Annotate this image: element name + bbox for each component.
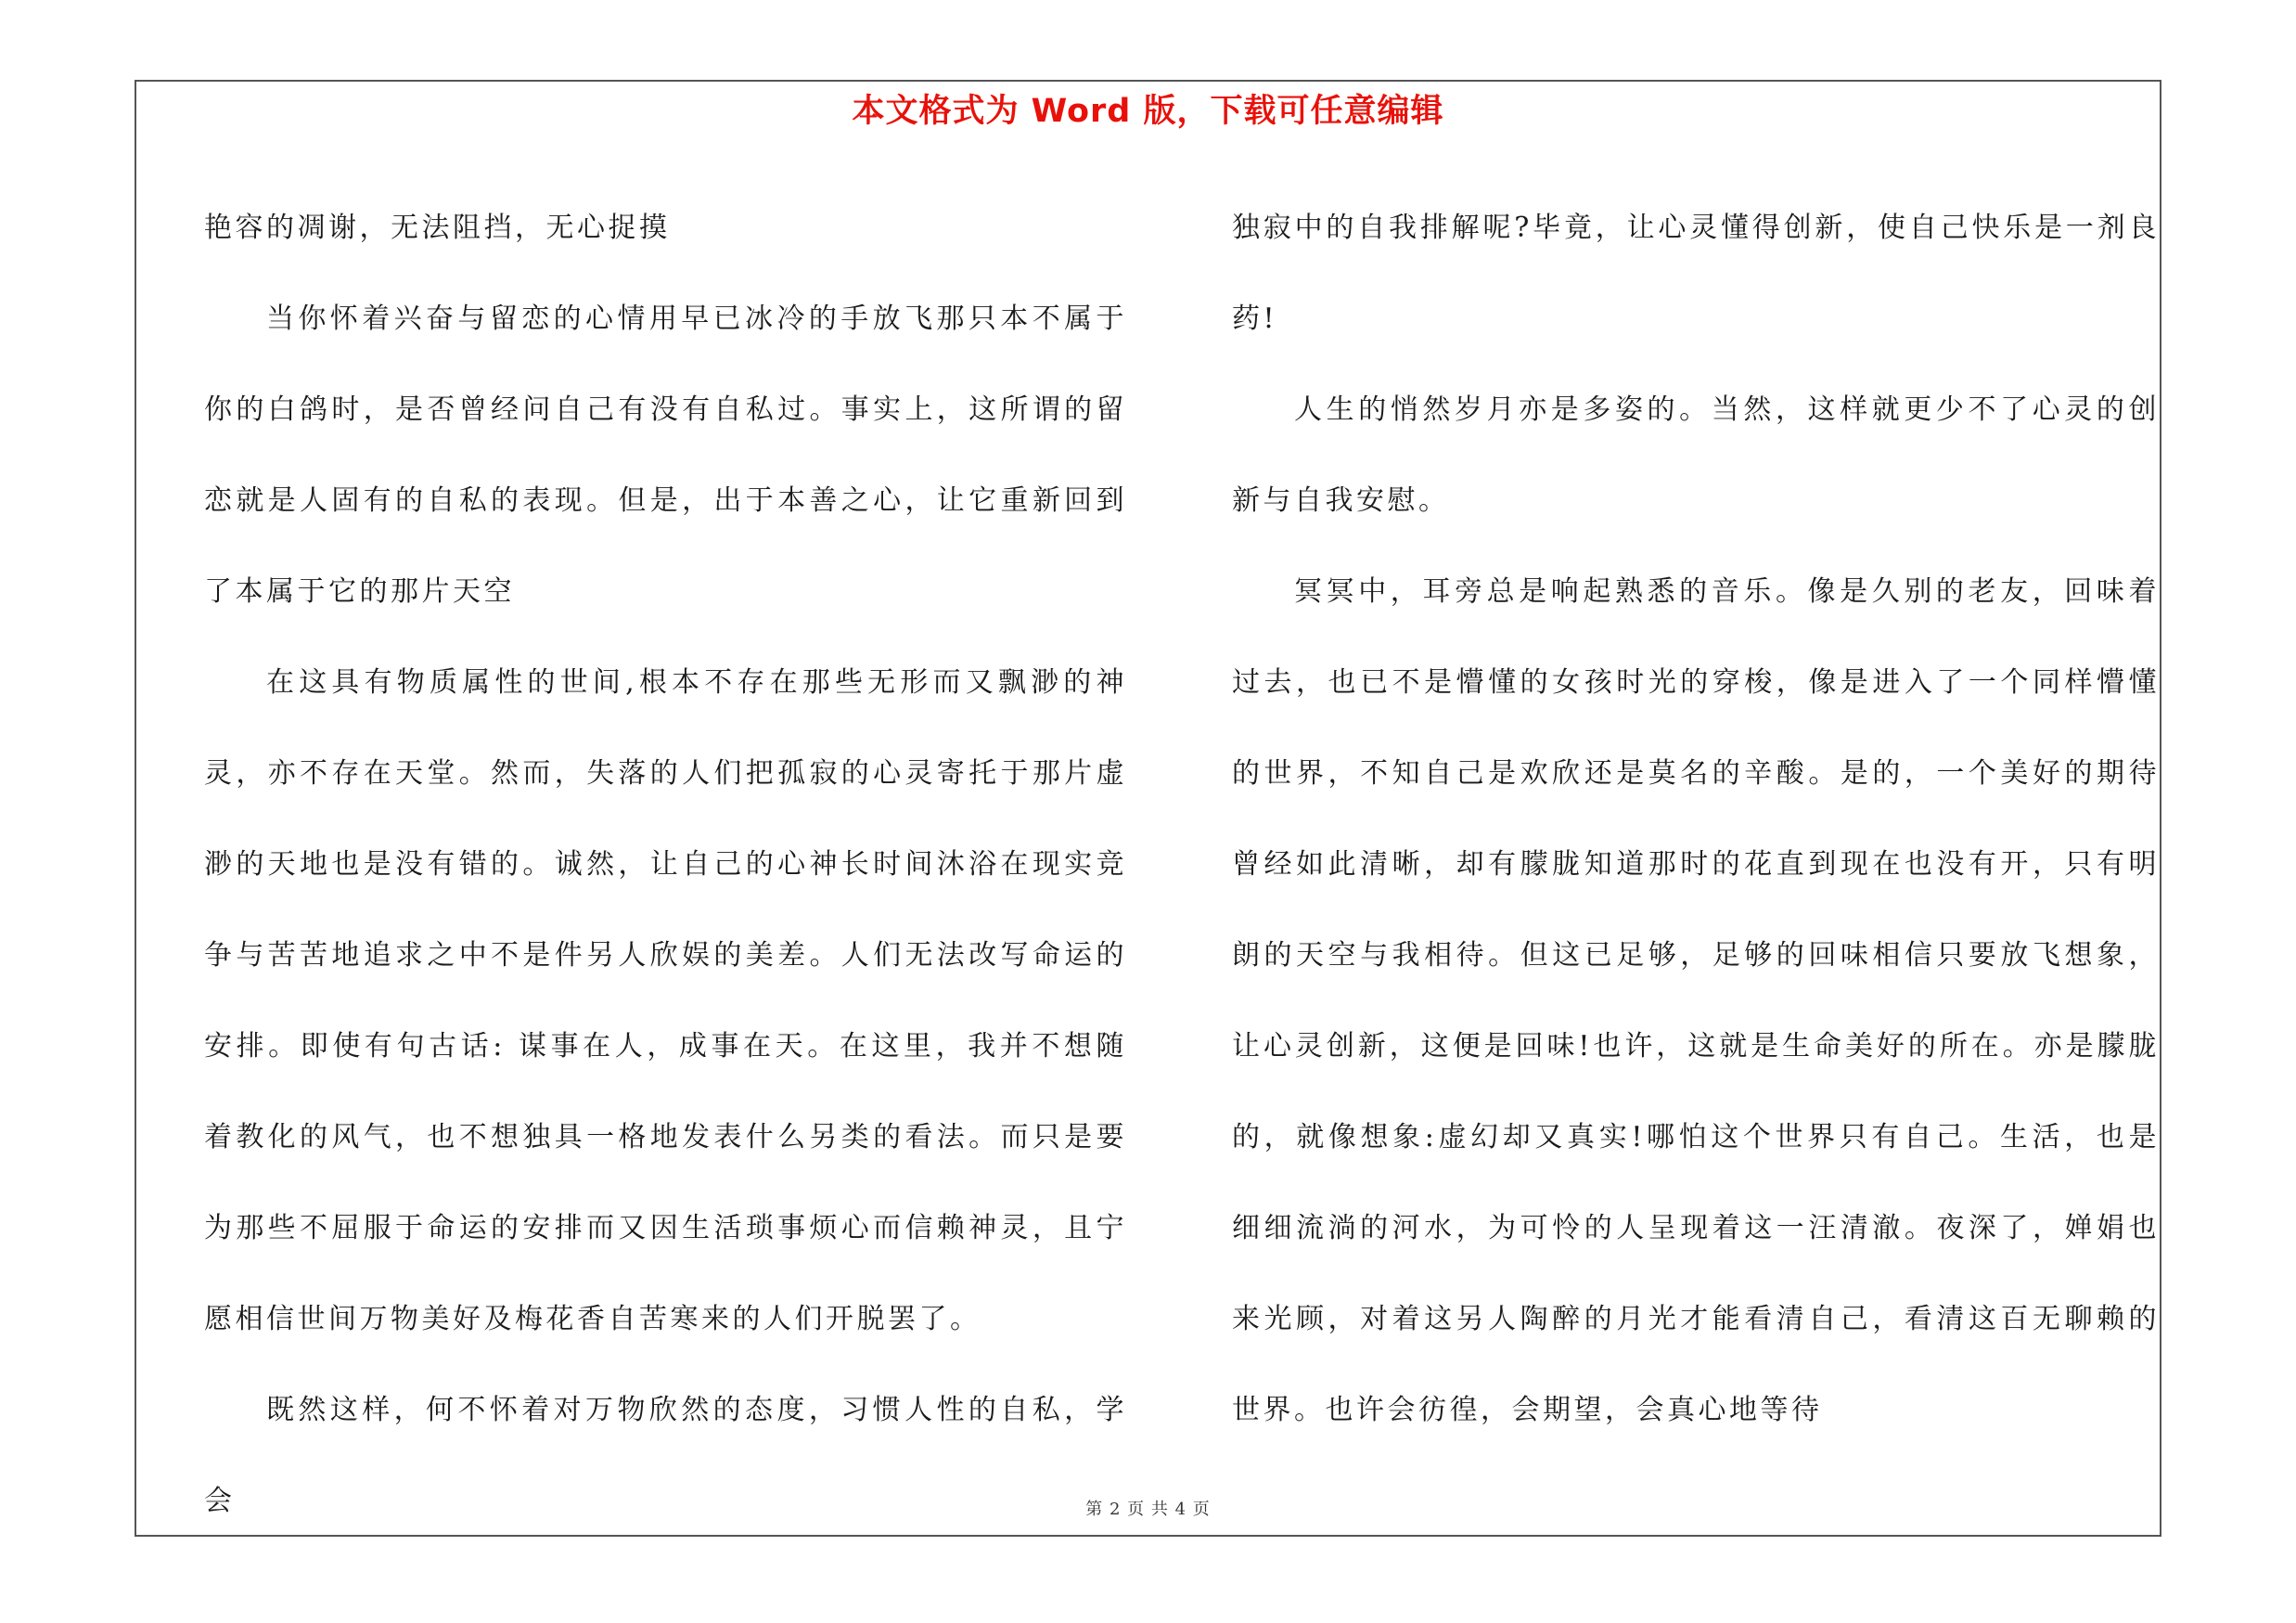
- paragraph: 冥冥中，耳旁总是响起熟悉的音乐。像是久别的老友，回味着过去，也已不是懵懂的女孩时光的穿梭，像是进入了一个同样懵懂的世界，不知自己是欢欣还是莫名的辛酸。是的，一个美好的期待曾经如此清晰，却有朦胧知道那时的花直到现在也没有开，只有明朗的天空与我相待。但这已足够，足够的回味相信只要放飞想象，让心灵创新，这便是回味!也许，这就是生命美好的所在。亦是朦胧的，就像想象:虚幻却又真实!哪怕这个世界只有自己。生活，也是细细流淌的河水，为可怜的人呈现着这一汪清澈。夜深了，婵娟也来光顾，对着这另人陶醉的月光才能看清自己，看清这百无聊赖的世界。也许会彷徨，会期望，会真心地等待: [1232, 575, 2160, 1426]
- paragraph: 人生的悄然岁月亦是多姿的。当然，这样就更少不了心灵的创新与自我安慰。: [1232, 393, 2160, 517]
- word-format-banner: 本文格式为 Word 版，下载可任意编辑: [852, 93, 1444, 130]
- paragraph: 艳容的凋谢，无法阻挡，无心捉摸: [204, 212, 671, 244]
- page-number: 第 2 页 共 4 页: [1085, 1500, 1211, 1519]
- left-text-column: [204, 183, 1127, 1547]
- paragraph: 在这具有物质属性的世间,根本不存在那些无形而又飘渺的神灵，亦不存在天堂。然而，失落的人们把孤寂的心灵寄托于那片虚渺的天地也是没有错的。诚然，让自己的心神长时间沐浴在现实竞争与苦苦地追求之中不是件另人欣娱的美差。人们无法改写命运的安排。即使有句古话: 谋事在人，成事在天。在这里，我并不想随着教化的风气，也不想独具一格地发表什么另类的看法。而只是要为那些不屈服于命运的安排而又因生活琐事烦心而信赖神灵，且宁愿相信世间万物美好及梅花香自苦寒来的人们开脱罢了。: [204, 666, 1127, 1335]
- right-text-column: [1232, 183, 2160, 1456]
- paragraph: 既然这样，何不怀着对万物欣然的态度，习惯人性的自私，学会: [204, 1394, 1127, 1517]
- paragraph: 当你怀着兴奋与留恋的心情用早已冰冷的手放飞那只本不属于你的白鸽时，是否曾经问自己有没有自私过。事实上，这所谓的留恋就是人固有的自私的表现。但是，出于本善之心，让它重新回到了本属于它的那片天空: [204, 303, 1127, 608]
- paragraph: 独寂中的自我排解呢?毕竟，让心灵懂得创新，使自己快乐是一剂良药!: [1232, 212, 2160, 335]
